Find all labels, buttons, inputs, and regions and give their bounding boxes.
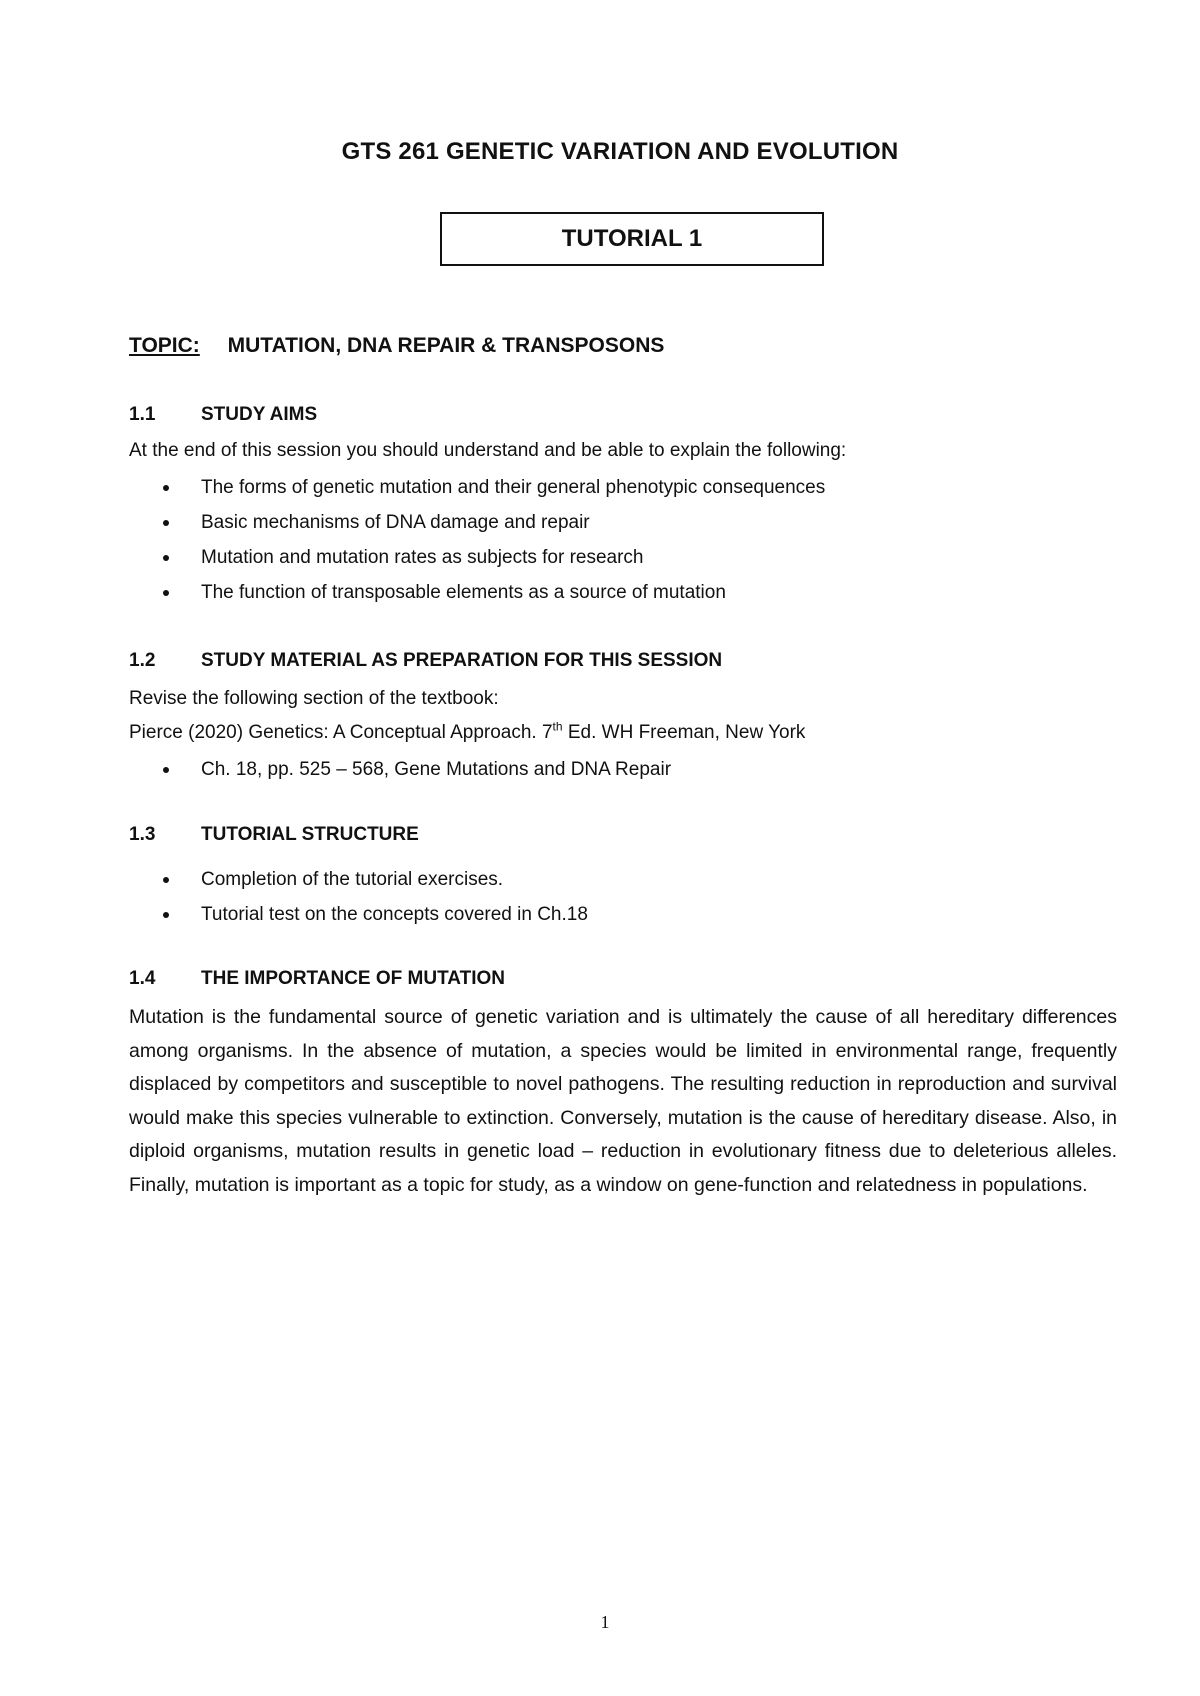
list-item bbox=[129, 505, 825, 540]
bullet-icon bbox=[163, 485, 169, 491]
tutorial-label: TUTORIAL 1 bbox=[561, 225, 703, 252]
section-title: STUDY AIMS bbox=[201, 404, 318, 425]
section-title: STUDY MATERIAL AS PREPARATION FOR THIS SESSION bbox=[201, 650, 723, 671]
topic-line bbox=[129, 334, 664, 358]
bullet-icon bbox=[163, 590, 169, 596]
section-number: 1.3 bbox=[129, 824, 156, 845]
tutorial-box bbox=[440, 212, 824, 266]
list-item-text: The function of transposable elements as a source of mutation bbox=[201, 582, 726, 603]
material-bullet-list bbox=[129, 752, 671, 787]
bullet-icon bbox=[163, 912, 169, 918]
importance-paragraph: Mutation is the fundamental source of genetic variation and is ultimately the cause of all hereditary differences among organisms. In the absence of mutation, a species would be limited in environmental range, frequently displaced by competitors and susceptible to novel pathogens. The resulting reduction in reproduction and survival would make this species vulnerable to extinction. Conversely, mutation is the cause of hereditary disease. Also, in diploid organisms, mutation results in genetic load – reduction in evolutionary fitness due to deleterious alleles. Finally, mutation is important as a topic for study, as a window on gene-function and relatedness in populations. bbox=[129, 1006, 1117, 1196]
section-title: TUTORIAL STRUCTURE bbox=[201, 824, 419, 845]
list-item-text: Completion of the tutorial exercises. bbox=[201, 869, 504, 890]
list-item-text: Mutation and mutation rates as subjects for research bbox=[201, 547, 644, 568]
reference-superscript: th bbox=[552, 719, 563, 734]
aims-intro: At the end of this session you should understand and be able to explain the following: bbox=[129, 440, 847, 461]
bullet-icon bbox=[163, 555, 169, 561]
section-heading-material bbox=[129, 650, 722, 672]
section-title: THE IMPORTANCE OF MUTATION bbox=[201, 968, 505, 989]
bullet-icon bbox=[163, 767, 169, 773]
topic-label: TOPIC: bbox=[129, 334, 200, 357]
bullet-icon bbox=[163, 520, 169, 526]
page-number: 1 bbox=[600, 1612, 610, 1632]
bullet-icon bbox=[163, 877, 169, 883]
document-title: GTS 261 GENETIC VARIATION AND EVOLUTION bbox=[341, 138, 899, 165]
section-heading-structure bbox=[129, 824, 419, 846]
section-number: 1.4 bbox=[129, 968, 156, 989]
list-item bbox=[129, 575, 825, 610]
section-number: 1.1 bbox=[129, 404, 156, 425]
reference-text: Pierce (2020) Genetics: A Conceptual Approach. 7 bbox=[129, 722, 553, 743]
topic-text: MUTATION, DNA REPAIR & TRANSPOSONS bbox=[227, 334, 665, 357]
material-intro: Revise the following section of the textbook: bbox=[129, 688, 499, 709]
section-heading-importance bbox=[129, 968, 505, 990]
list-item-text: The forms of genetic mutation and their general phenotypic consequences bbox=[201, 477, 826, 498]
list-item bbox=[129, 752, 671, 787]
list-item bbox=[129, 540, 825, 575]
list-item-text: Tutorial test on the concepts covered in Ch.18 bbox=[201, 904, 588, 925]
section-heading-aims bbox=[129, 404, 317, 426]
list-item bbox=[129, 470, 825, 505]
list-item-text: Basic mechanisms of DNA damage and repair bbox=[201, 512, 590, 533]
structure-bullet-list bbox=[129, 862, 588, 932]
aims-bullet-list bbox=[129, 470, 825, 610]
list-item-text: Ch. 18, pp. 525 – 568, Gene Mutations and DNA Repair bbox=[201, 759, 672, 780]
reference-text-end: Ed. WH Freeman, New York bbox=[562, 722, 806, 743]
textbook-reference bbox=[129, 719, 806, 744]
list-item bbox=[129, 897, 588, 932]
section-number: 1.2 bbox=[129, 650, 156, 671]
list-item bbox=[129, 862, 588, 897]
